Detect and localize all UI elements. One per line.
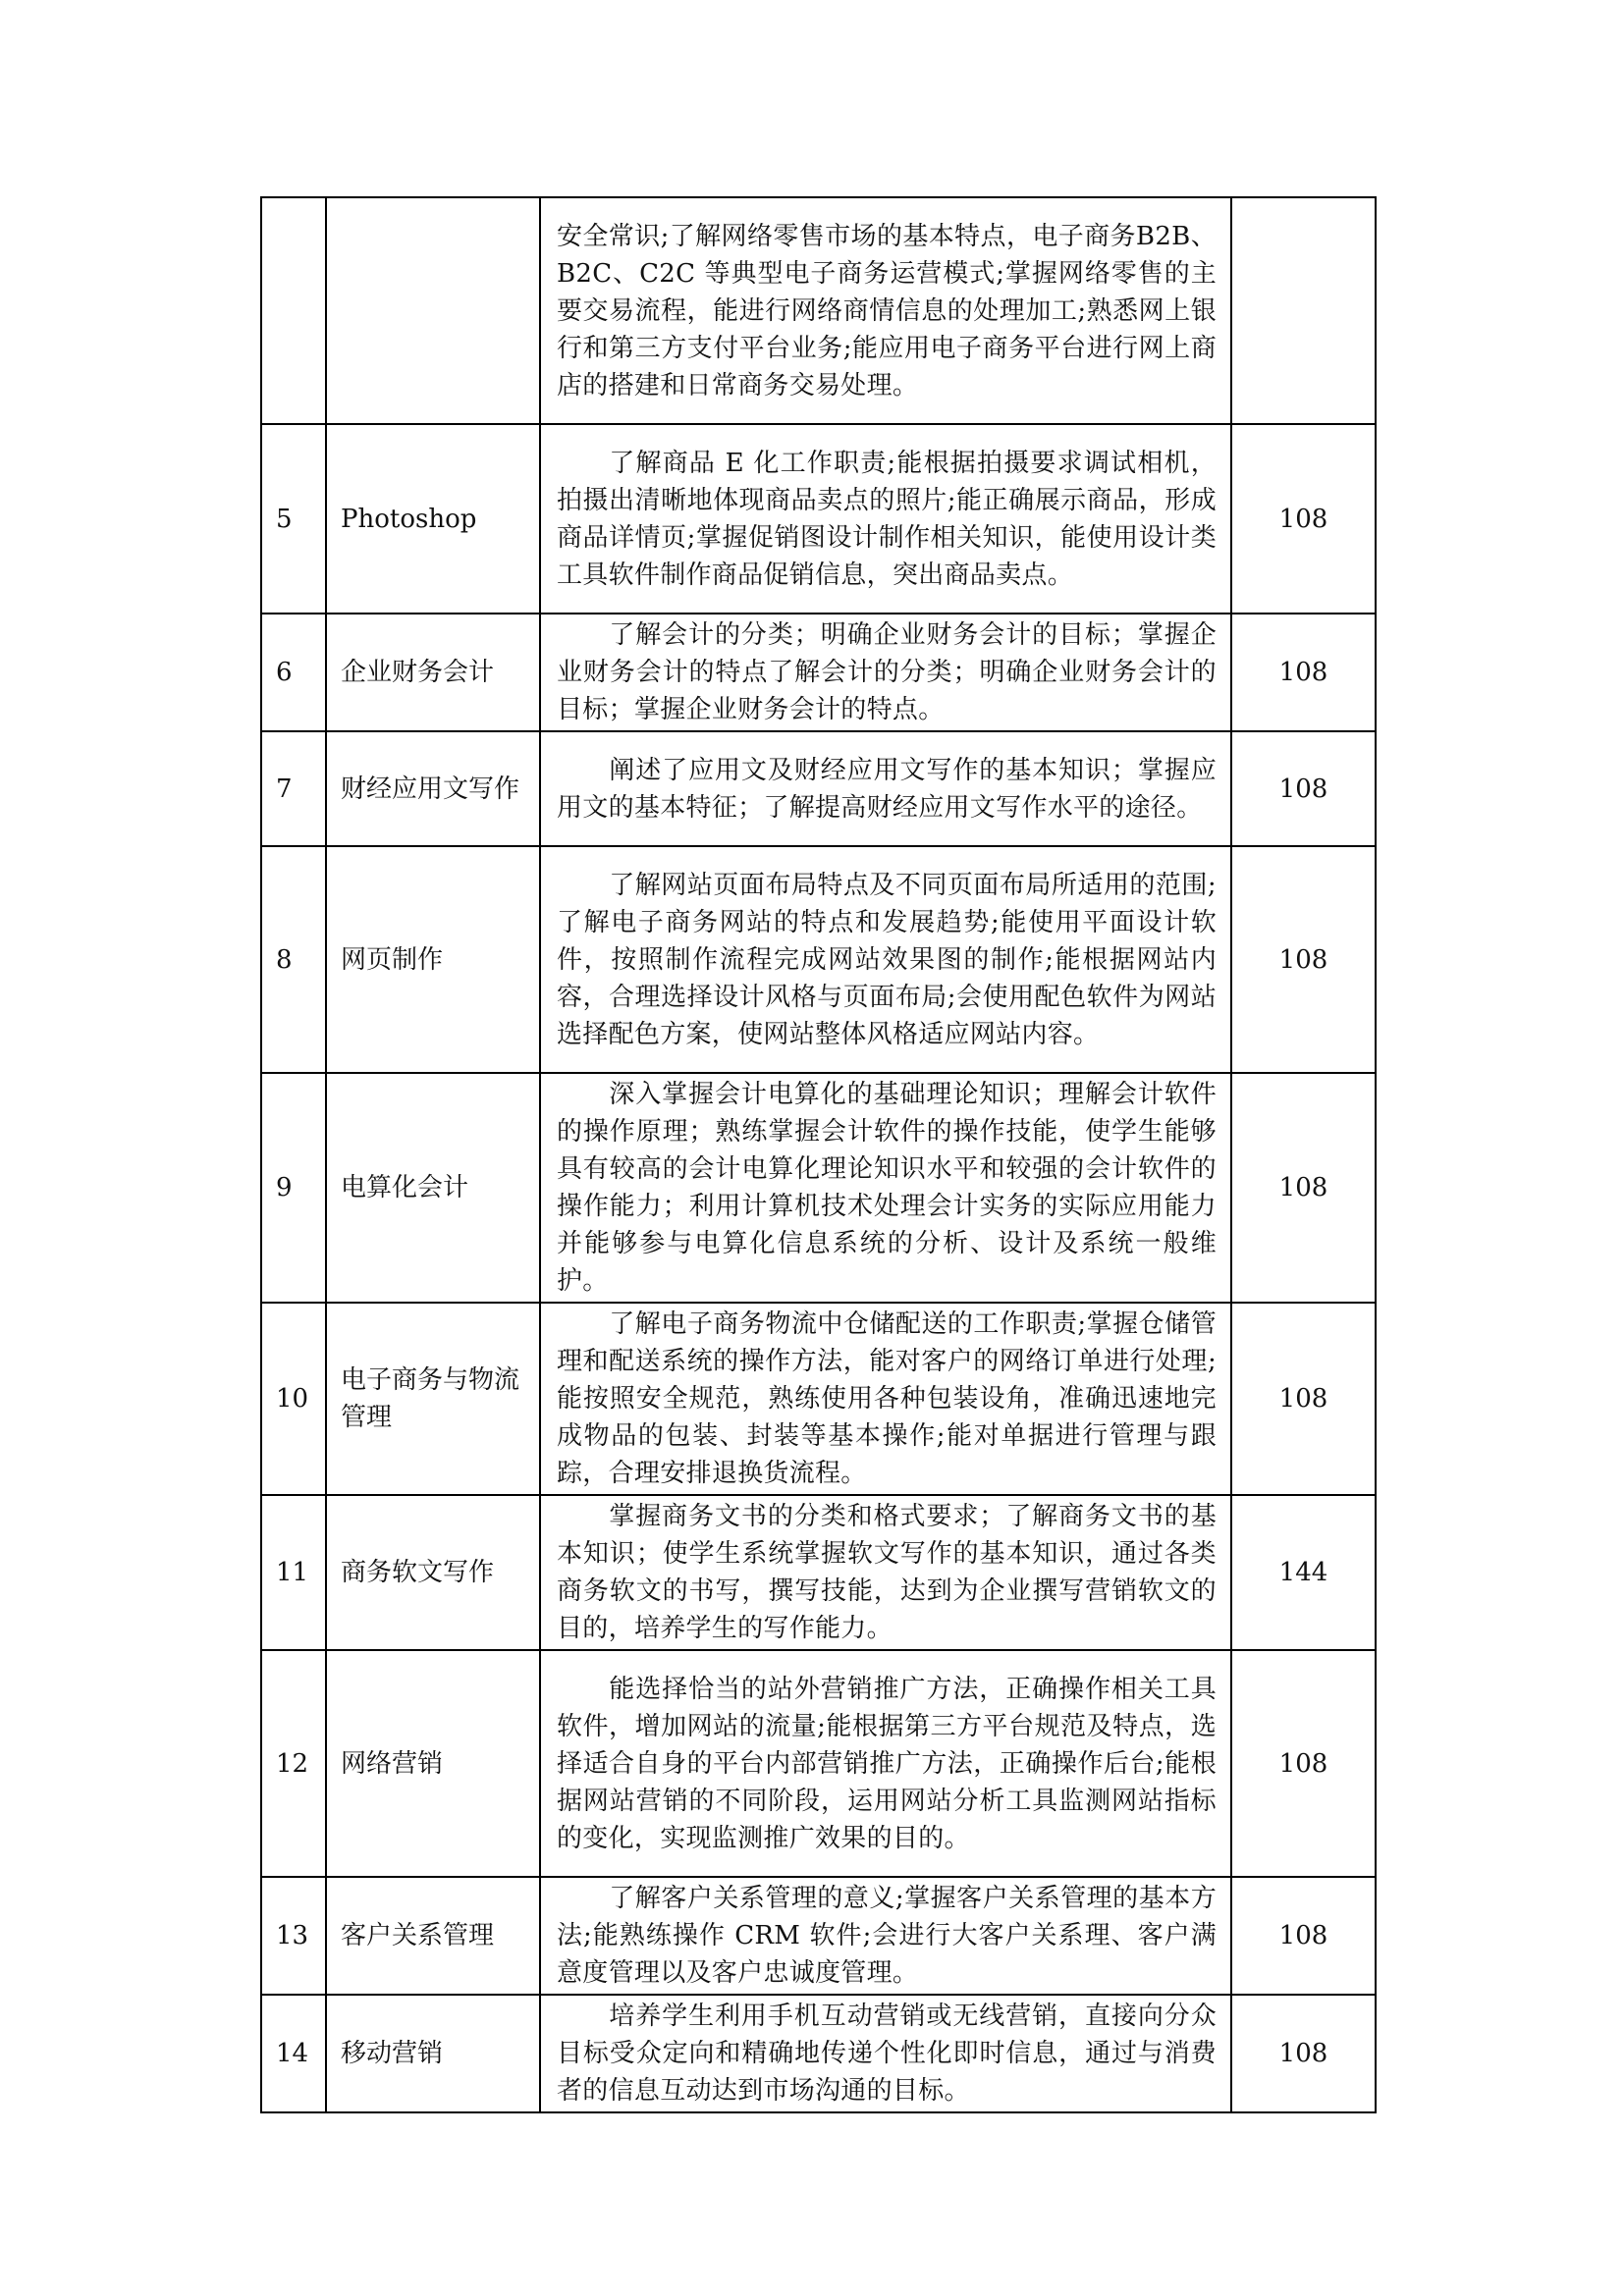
course-description: 能选择恰当的站外营销推广方法，正确操作相关工具软件，增加网站的流量;能根据第三方平台规范及特点，选择适合自身的平台内部营销推广方法，正确操作后台;能根据网站营销的不同阶段，运用网站分析工具监测网站指标的变化，实现监测推广效果的目的。 bbox=[540, 1650, 1231, 1877]
course-name: 企业财务会计 bbox=[326, 614, 540, 731]
course-description: 培养学生利用手机互动营销或无线营销，直接向分众目标受众定向和精确地传递个性化即时信息，通过与消费者的信息互动达到市场沟通的目标。 bbox=[540, 1995, 1231, 2112]
course-number bbox=[261, 197, 326, 424]
course-number: 5 bbox=[261, 424, 326, 614]
course-hours: 108 bbox=[1231, 1650, 1376, 1877]
course-hours: 108 bbox=[1231, 1995, 1376, 2112]
course-name: 电子商务与物流管理 bbox=[326, 1303, 540, 1495]
course-description: 了解客户关系管理的意义;掌握客户关系管理的基本方法;能熟练操作 CRM 软件;会进行大客户关系理、客户满意度管理以及客户忠诚度管理。 bbox=[540, 1877, 1231, 1995]
course-name: 网络营销 bbox=[326, 1650, 540, 1877]
course-description: 了解会计的分类；明确企业财务会计的目标；掌握企业财务会计的特点了解会计的分类；明确企业财务会计的目标；掌握企业财务会计的特点。 bbox=[540, 614, 1231, 731]
course-hours: 108 bbox=[1231, 1073, 1376, 1303]
table-row bbox=[261, 1995, 1376, 2112]
table-row bbox=[261, 846, 1376, 1073]
course-number: 6 bbox=[261, 614, 326, 731]
course-hours: 108 bbox=[1231, 731, 1376, 846]
course-name: 移动营销 bbox=[326, 1995, 540, 2112]
course-name: 商务软文写作 bbox=[326, 1495, 540, 1650]
course-number: 8 bbox=[261, 846, 326, 1073]
table-row bbox=[261, 1650, 1376, 1877]
table-row bbox=[261, 1073, 1376, 1303]
course-hours: 108 bbox=[1231, 846, 1376, 1073]
course-number: 12 bbox=[261, 1650, 326, 1877]
course-name bbox=[326, 197, 540, 424]
course-name: 客户关系管理 bbox=[326, 1877, 540, 1995]
course-number: 9 bbox=[261, 1073, 326, 1303]
course-description: 了解商品 E 化工作职责;能根据拍摄要求调试相机，拍摄出清晰地体现商品卖点的照片;能正确展示商品，形成商品详情页;掌握促销图设计制作相关知识，能使用设计类工具软件制作商品促销信息，突出商品卖点。 bbox=[540, 424, 1231, 614]
course-description: 阐述了应用文及财经应用文写作的基本知识；掌握应用文的基本特征；了解提高财经应用文写作水平的途径。 bbox=[540, 731, 1231, 846]
course-table bbox=[260, 196, 1377, 2113]
course-number: 7 bbox=[261, 731, 326, 846]
course-number: 11 bbox=[261, 1495, 326, 1650]
course-name: 网页制作 bbox=[326, 846, 540, 1073]
table-row bbox=[261, 1495, 1376, 1650]
course-name: Photoshop bbox=[326, 424, 540, 614]
course-name: 电算化会计 bbox=[326, 1073, 540, 1303]
table-row bbox=[261, 614, 1376, 731]
table-row bbox=[261, 1303, 1376, 1495]
course-number: 10 bbox=[261, 1303, 326, 1495]
course-hours: 108 bbox=[1231, 1877, 1376, 1995]
table-row bbox=[261, 731, 1376, 846]
course-description: 安全常识;了解网络零售市场的基本特点，电子商务B2B、B2C、C2C 等典型电子商务运营模式;掌握网络零售的主要交易流程，能进行网络商情信息的处理加工;熟悉网上银行和第三方支付平台业务;能应用电子商务平台进行网上商店的搭建和日常商务交易处理。 bbox=[540, 197, 1231, 424]
course-hours: 144 bbox=[1231, 1495, 1376, 1650]
course-number: 14 bbox=[261, 1995, 326, 2112]
table-row bbox=[261, 1877, 1376, 1995]
course-description: 了解电子商务物流中仓储配送的工作职责;掌握仓储管理和配送系统的操作方法，能对客户的网络订单进行处理;能按照安全规范，熟练使用各种包装设角，准确迅速地完成物品的包装、封装等基本操作;能对单据进行管理与跟踪，合理安排退换货流程。 bbox=[540, 1303, 1231, 1495]
course-hours bbox=[1231, 197, 1376, 424]
table-row bbox=[261, 424, 1376, 614]
course-description: 掌握商务文书的分类和格式要求；了解商务文书的基本知识；使学生系统掌握软文写作的基本知识，通过各类商务软文的书写，撰写技能，达到为企业撰写营销软文的目的，培养学生的写作能力。 bbox=[540, 1495, 1231, 1650]
course-number: 13 bbox=[261, 1877, 326, 1995]
course-name: 财经应用文写作 bbox=[326, 731, 540, 846]
course-description: 了解网站页面布局特点及不同页面布局所适用的范围;了解电子商务网站的特点和发展趋势;能使用平面设计软件，按照制作流程完成网站效果图的制作;能根据网站内容，合理选择设计风格与页面布局;会使用配色软件为网站选择配色方案，使网站整体风格适应网站内容。 bbox=[540, 846, 1231, 1073]
course-hours: 108 bbox=[1231, 1303, 1376, 1495]
course-hours: 108 bbox=[1231, 614, 1376, 731]
table-row bbox=[261, 197, 1376, 424]
course-hours: 108 bbox=[1231, 424, 1376, 614]
course-description: 深入掌握会计电算化的基础理论知识；理解会计软件的操作原理；熟练掌握会计软件的操作技能，使学生能够具有较高的会计电算化理论知识水平和较强的会计软件的操作能力；利用计算机技术处理会计实务的实际应用能力并能够参与电算化信息系统的分析、设计及系统一般维护。 bbox=[540, 1073, 1231, 1303]
